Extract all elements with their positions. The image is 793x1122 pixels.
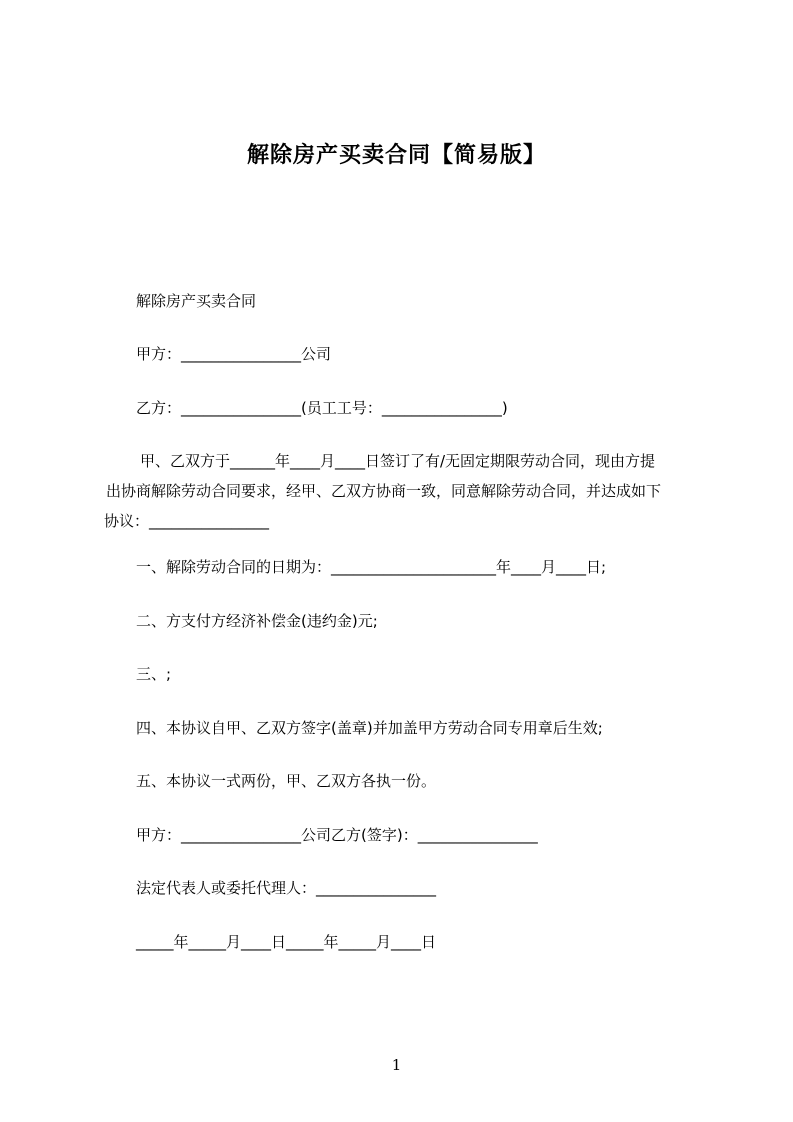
clause-4: 四、本协议自甲、乙双方签字(盖章)并加盖甲方劳动合同专用章后生效; xyxy=(136,719,603,737)
signature-representative: 法定代表人或委托代理人：________________ xyxy=(136,879,437,897)
document-subtitle: 解除房产买卖合同 xyxy=(136,292,257,310)
clause-2: 二、方支付方经济补偿金(违约金)元; xyxy=(136,612,378,630)
intro-line-2: 出协商解除劳动合同要求，经甲、乙双方协商一致，同意解除劳动合同，并达成如下 xyxy=(106,482,662,500)
signature-parties: 甲方：________________公司乙方(签字)：________________ xyxy=(136,826,538,844)
party-a-line: 甲方：________________公司 xyxy=(136,345,332,363)
intro-paragraph xyxy=(104,446,704,536)
intro-line-3: 协议：________________ xyxy=(104,512,270,530)
document-title: 解除房产买卖合同【简易版】 xyxy=(246,143,546,168)
intro-line-1: 甲、乙双方于______年____月____日签订了有/无固定期限劳动合同，现由方提 xyxy=(140,452,656,470)
party-b-line: 乙方：________________(员工工号：________________) xyxy=(136,399,508,417)
clause-1: 一、解除劳动合同的日期为：______________________年____月____日; xyxy=(136,558,607,576)
signature-dates: _____年_____月____日_____年_____月____日 xyxy=(136,933,437,951)
page-number: 1 xyxy=(391,1056,402,1074)
clause-3: 三、; xyxy=(136,665,172,683)
clause-5: 五、本协议一式两份，甲、乙双方各执一份。 xyxy=(136,772,437,790)
